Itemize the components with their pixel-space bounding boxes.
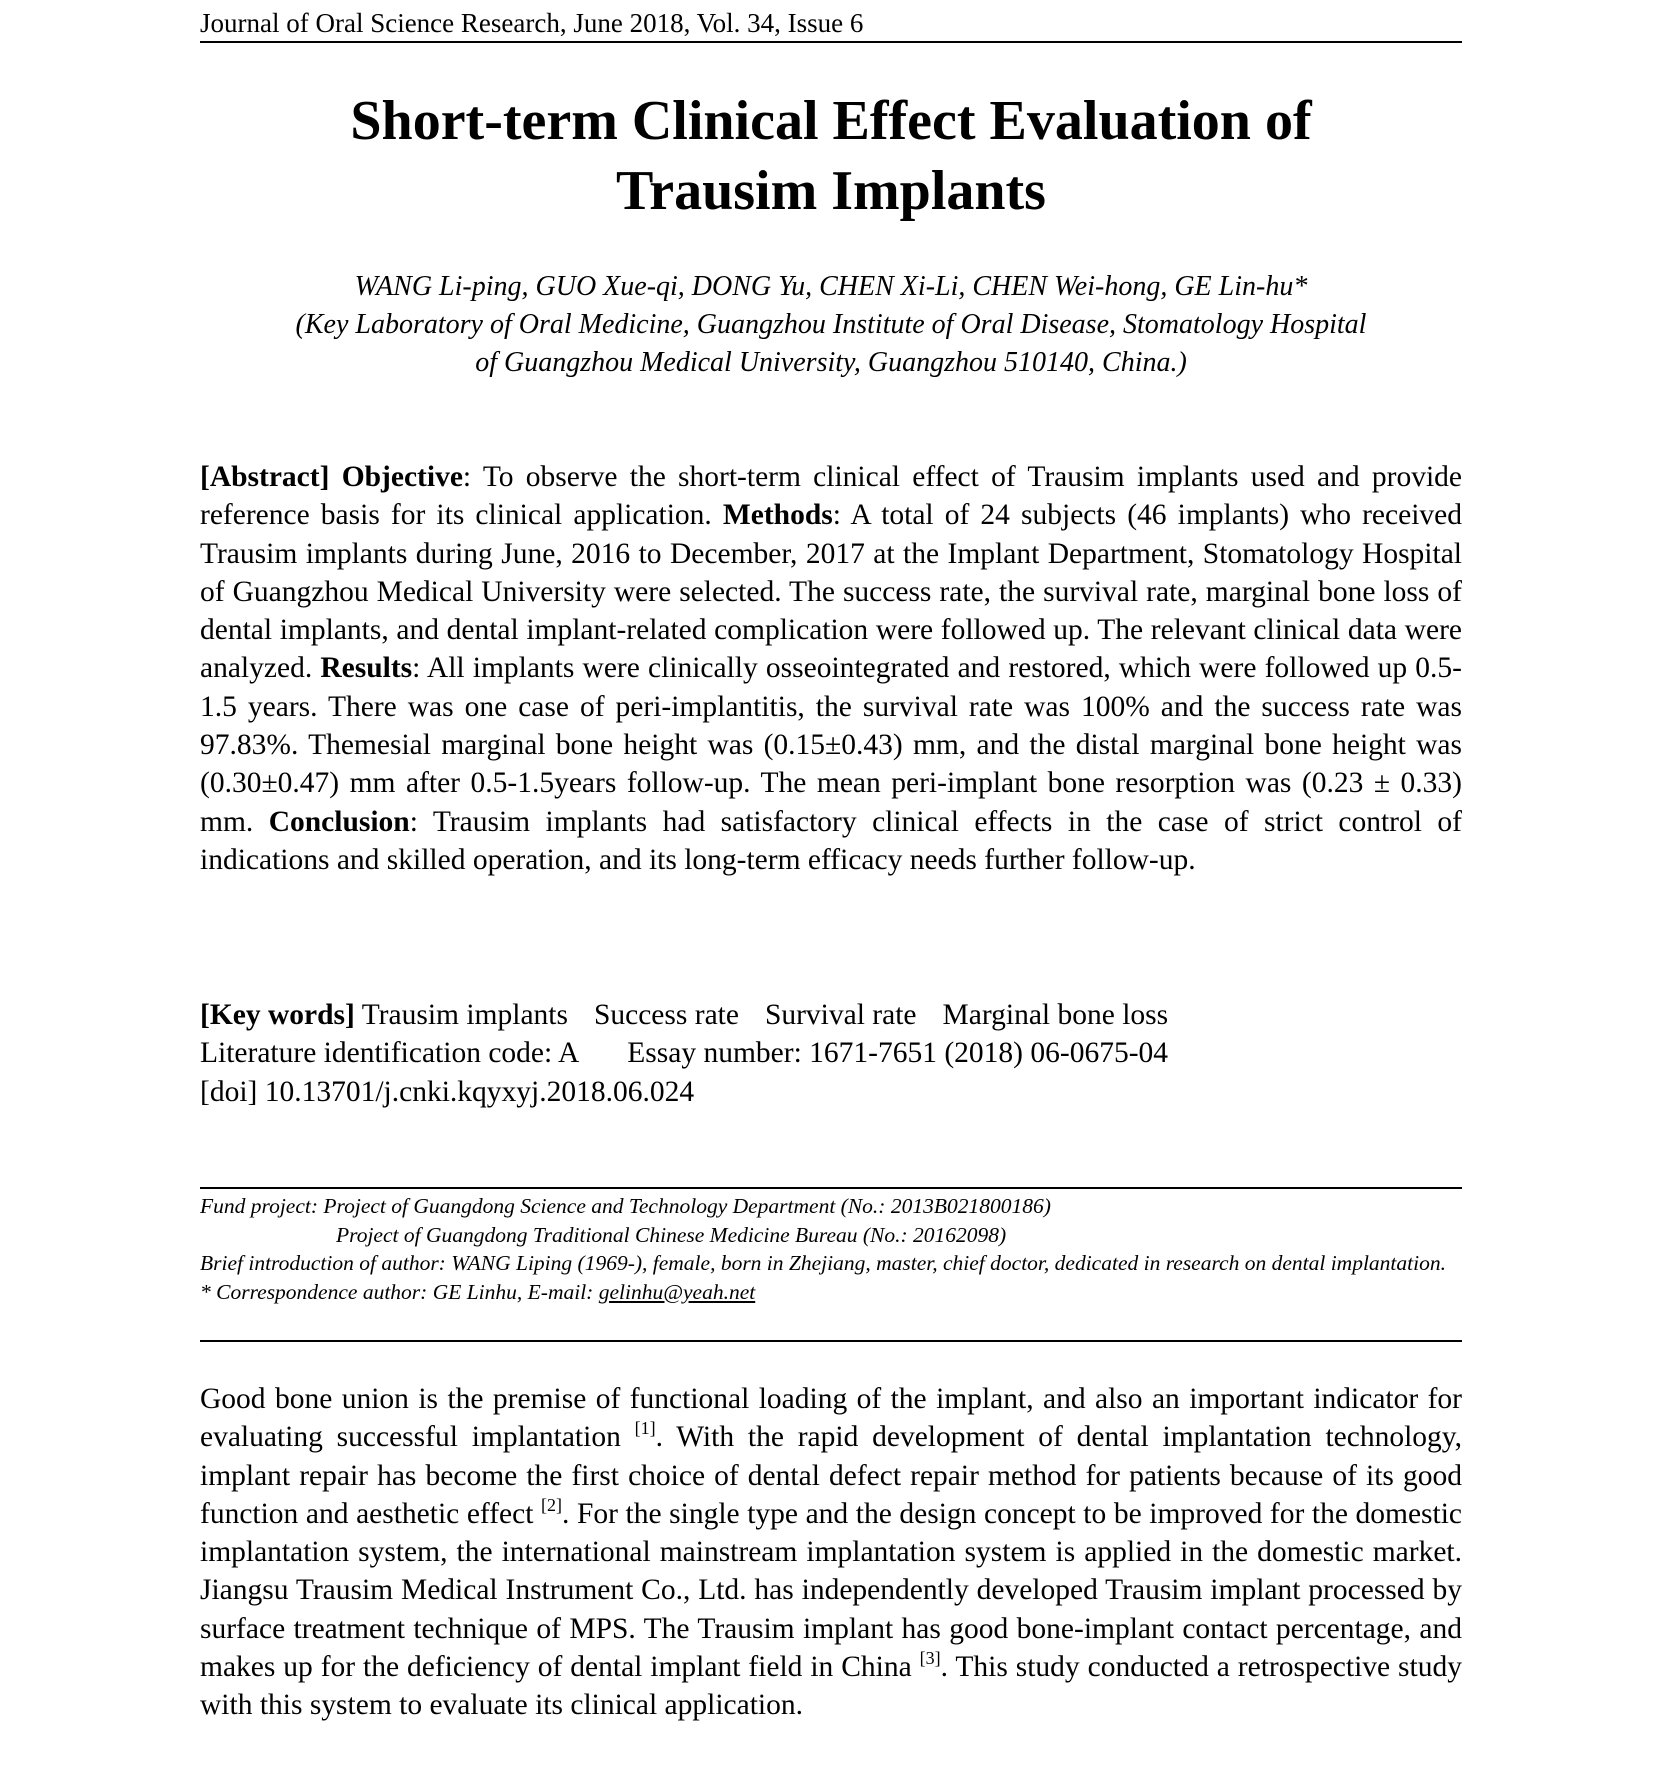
keyword: Trausim implants: [361, 999, 568, 1031]
body-text-segment: Good bone union is the premise of functional loading of the implant, and also an important indicator for evaluating successful implantation: [200, 1383, 1462, 1454]
body-text-segment: . This study conducted a retrospective study with this system to evaluate its clinical application.: [200, 1651, 1462, 1722]
footnote-rule-bottom: [200, 1340, 1462, 1342]
citation-ref-1[interactable]: [1]: [634, 1418, 656, 1439]
author-list: WANG Li-ping, GUO Xue-qi, DONG Yu, CHEN Xi-Li, CHEN Wei-hong, GE Lin-hu*: [354, 271, 1308, 302]
affiliation-line-2: of Guangzhou Medical University, Guangzhou 510140, China.): [475, 347, 1187, 378]
affiliation-line-1: (Key Laboratory of Oral Medicine, Guangzhou Institute of Oral Disease, Stomatology Hospital: [295, 309, 1367, 340]
header-rule: [200, 41, 1462, 43]
methods-text: : A total of 24 subjects (46 implants) who received Trausim implants during June, 2016 to December, 2017 at the Implant Department, Stomatology Hospital of Guangzhou Medical University were selected. The success rate, the survival rate, marginal bone loss of dental implants, and dental implant-related complication were followed up. The relevant clinical data were analyzed.: [200, 499, 1462, 685]
methods-label: Methods: [722, 499, 833, 532]
objective-text: : To observe the short-term clinical effect of Trausim implants used and provide reference basis for its clinical application.: [200, 461, 1462, 532]
running-head: Journal of Oral Science Research, June 2018, Vol. 34, Issue 6: [200, 8, 864, 38]
author-introduction: Brief introduction of author: WANG Liping (1969-), female, born in Zhejiang, master, chief doctor, dedicated in research on dental implantation.: [200, 1251, 1446, 1275]
codes-line: [200, 1034, 1462, 1072]
results-text: : All implants were clinically osseointegrated and restored, which were followed up 0.5-1.5 years. There was one case of peri-implantitis, the survival rate was 100% and the success rate was 97.83%. Themesial marginal bone height was (0.15±0.43) mm, and the distal marginal bone height was (0.30±0.47) mm after 0.5-1.5years follow-up. The mean peri-implant bone resorption was (0.23 ± 0.33) mm.: [200, 652, 1462, 838]
footnotes: [200, 1192, 1462, 1306]
body-text-segment: . With the rapid development of dental implantation technology, implant repair has become the first choice of dental defect repair method for patients because of its good function and aesthetic effect: [200, 1421, 1462, 1530]
body-text-segment: . For the single type and the design concept to be improved for the domestic implantation system, the international mainstream implantation system is applied in the domestic market. Jiangsu Trausim Medical Instrument Co., Ltd. has independently developed Trausim implant processed by surface treatment technique of MPS. The Trausim implant has good bone-implant contact percentage, and makes up for the deficiency of dental implant field in China: [200, 1497, 1463, 1684]
fund-project-2: Project of Guangdong Traditional Chinese Medicine Bureau (No.: 20162098): [336, 1222, 1007, 1247]
keywords-label: [Key words]: [200, 999, 355, 1031]
keyword: Survival rate: [764, 999, 917, 1031]
introduction-paragraph: [200, 1380, 1462, 1725]
email-link[interactable]: gelinhu@yeah.net: [598, 1279, 756, 1304]
title-line-1: Short-term Clinical Effect Evaluation of: [350, 90, 1312, 152]
conclusion-label: Conclusion: [268, 805, 410, 838]
citation-ref-2[interactable]: [2]: [541, 1494, 563, 1515]
title-line-2: Trausim Implants: [616, 160, 1046, 222]
objective-label: Objective: [341, 461, 463, 493]
conclusion-text: : Trausim implants had satisfactory clinical effects in the case of strict control of indications and skilled operation, and its long-term efficacy needs further follow-up.: [200, 805, 1462, 876]
article-metadata: [200, 996, 1462, 1111]
citation-ref-3[interactable]: [3]: [919, 1648, 941, 1669]
footnote-rule-top: [200, 1187, 1462, 1189]
keywords-line: [200, 996, 1462, 1034]
abstract-label: [Abstract]: [200, 461, 330, 493]
abstract: [200, 458, 1462, 879]
author-block: [200, 268, 1462, 382]
results-label: Results: [320, 652, 413, 685]
keyword: Success rate: [593, 999, 739, 1031]
literature-code: Literature identification code: A: [200, 1037, 580, 1070]
keyword: Marginal bone loss: [942, 999, 1169, 1031]
article-title: [200, 86, 1462, 226]
fund-project-1: Fund project: Project of Guangdong Science and Technology Department (No.: 2013B021800186): [200, 1194, 1051, 1218]
correspondence: [200, 1278, 1462, 1307]
correspondence-label: * Correspondence author: GE Linhu, E-mail:: [200, 1279, 599, 1304]
essay-number: Essay number: 1671-7651 (2018) 06-0675-04: [627, 1037, 1169, 1070]
doi: [doi] 10.13701/j.cnki.kqyxyj.2018.06.024: [200, 1075, 695, 1108]
